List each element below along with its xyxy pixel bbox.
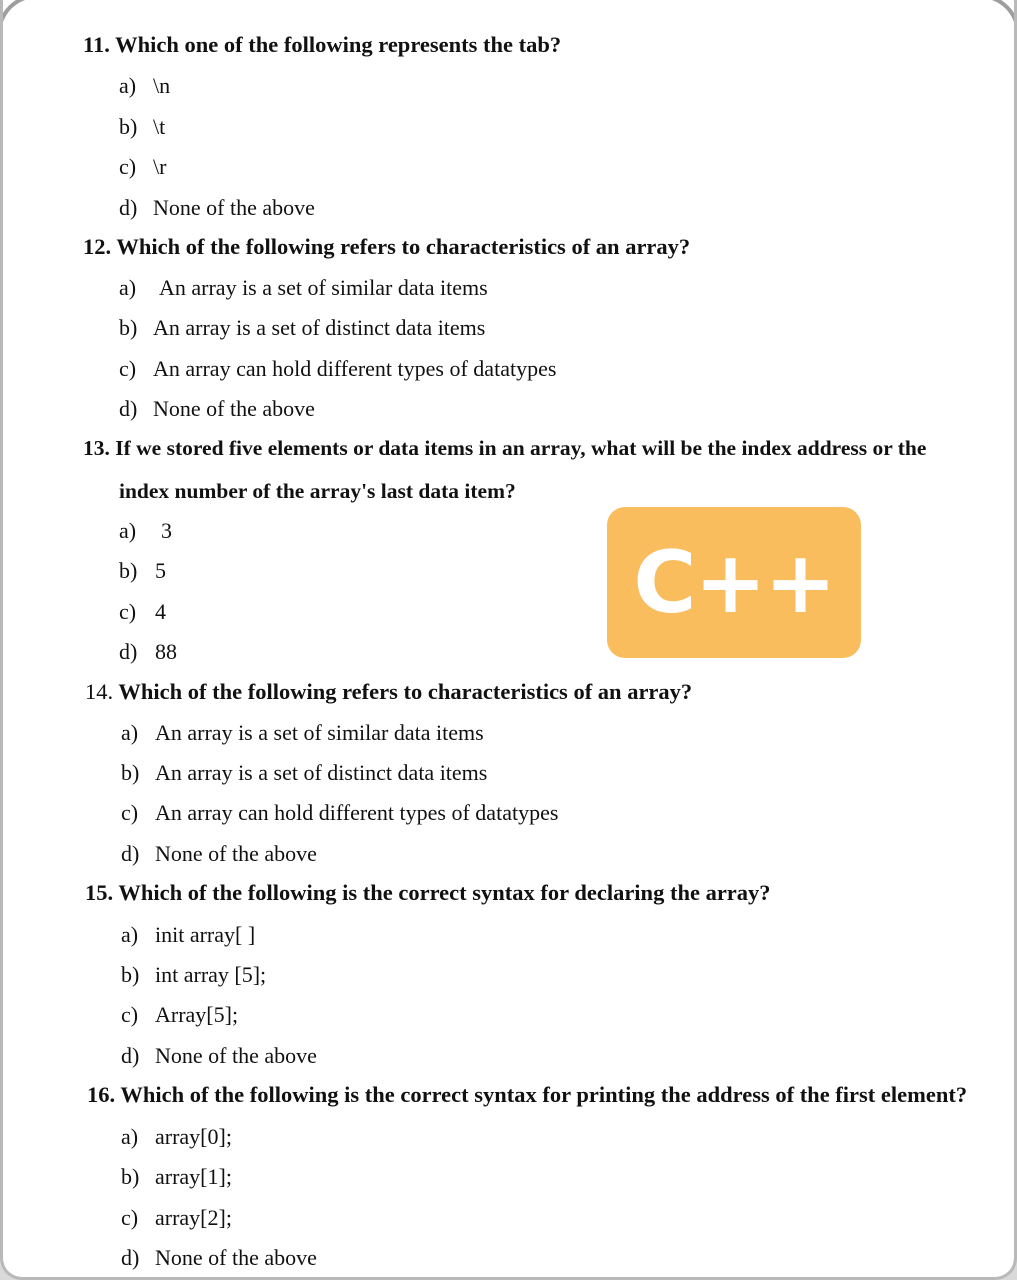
option-12b: [119, 315, 485, 341]
option-letter: d): [119, 195, 138, 220]
option-letter: b): [119, 315, 138, 340]
option-text: array[1];: [155, 1164, 232, 1189]
page-corner-left: [0, 0, 61, 58]
option-13d: [119, 639, 177, 665]
option-letter: d): [121, 841, 140, 866]
option-letter: c): [121, 1002, 139, 1027]
cpp-logo: [607, 507, 861, 658]
question-text-line1: If we stored five elements or data items in an array, what will be the index address or the: [115, 436, 927, 460]
question-13-continued: [119, 478, 516, 504]
option-letter: b): [119, 114, 138, 139]
option-14a: [121, 720, 484, 746]
option-letter: a): [121, 1124, 139, 1149]
question-number: 13.: [83, 436, 110, 460]
option-14d: [121, 841, 317, 867]
option-text: An array is a set of distinct data items: [155, 760, 488, 785]
option-11c: [119, 154, 166, 180]
option-letter: a): [121, 922, 139, 947]
option-letter: d): [121, 1245, 140, 1270]
option-12c: [119, 356, 556, 382]
question-16: [87, 1082, 967, 1108]
question-15: [85, 880, 771, 906]
option-15a: [121, 922, 255, 948]
option-letter: a): [119, 275, 137, 300]
option-text: None of the above: [153, 396, 315, 421]
option-letter: d): [119, 396, 138, 421]
option-letter: d): [121, 1043, 140, 1068]
option-text: array[0];: [155, 1124, 232, 1149]
option-letter: b): [119, 558, 138, 583]
option-letter: b): [121, 760, 140, 785]
option-14b: [121, 760, 487, 786]
option-13c: [119, 599, 166, 625]
option-letter: c): [121, 800, 139, 825]
question-11: [83, 32, 561, 58]
option-11a: [119, 73, 170, 99]
question-14: [85, 679, 692, 705]
option-text: \r: [153, 154, 167, 179]
option-16a: [121, 1124, 232, 1150]
question-text: Which of the following is the correct syntax for printing the address of the first element?: [120, 1082, 968, 1107]
option-11b: [119, 114, 165, 140]
option-text: None of the above: [155, 1043, 317, 1068]
question-number: 15.: [85, 880, 114, 905]
option-text: 88: [155, 639, 177, 664]
option-16d: [121, 1245, 317, 1271]
option-12a: [119, 275, 488, 301]
option-letter: c): [121, 1205, 139, 1230]
question-number: 11.: [83, 32, 110, 57]
option-text: array[2];: [155, 1205, 232, 1230]
option-letter: c): [119, 356, 137, 381]
page-corner-right: [956, 0, 1017, 58]
option-text: 5: [155, 558, 166, 583]
question-text: Which one of the following represents the tab?: [115, 32, 562, 57]
option-text: \t: [153, 114, 166, 139]
option-letter: a): [121, 720, 139, 745]
option-text: None of the above: [155, 1245, 317, 1270]
option-16b: [121, 1164, 232, 1190]
option-text: An array is a set of similar data items: [155, 720, 484, 745]
question-number: 14.: [85, 679, 114, 704]
question-text: Which of the following refers to characteristics of an array?: [118, 679, 693, 704]
option-text: An array can hold different types of datatypes: [153, 356, 557, 381]
option-15d: [121, 1043, 317, 1069]
option-text: Array[5];: [155, 1002, 239, 1027]
question-number: 16.: [87, 1082, 116, 1107]
question-number: 12.: [83, 234, 112, 259]
cpp-logo-text: C++: [633, 532, 835, 633]
option-letter: a): [119, 73, 137, 98]
option-text: An array can hold different types of datatypes: [155, 800, 559, 825]
option-text: None of the above: [155, 841, 317, 866]
option-15b: [121, 962, 266, 988]
option-text: An array is a set of similar data items: [159, 275, 488, 300]
question-text-line2: index number of the array's last data item?: [119, 479, 516, 503]
option-15c: [121, 1002, 238, 1028]
question-13: [83, 435, 926, 461]
option-text: None of the above: [153, 195, 315, 220]
option-letter: b): [121, 1164, 140, 1189]
option-13b: [119, 558, 166, 584]
question-12: [83, 234, 690, 260]
option-14c: [121, 800, 558, 826]
option-text: 3: [161, 518, 172, 543]
option-letter: c): [119, 154, 137, 179]
option-13a: [119, 518, 172, 544]
option-letter: a): [119, 518, 137, 543]
option-11d: [119, 195, 315, 221]
option-letter: b): [121, 962, 140, 987]
option-text: int array [5];: [155, 962, 267, 987]
option-12d: [119, 396, 315, 422]
option-text: init array[ ]: [155, 922, 256, 947]
option-text: An array is a set of distinct data items: [153, 315, 486, 340]
option-16c: [121, 1205, 232, 1231]
option-letter: c): [119, 599, 137, 624]
option-text: \n: [153, 73, 171, 98]
question-text: Which of the following refers to characteristics of an array?: [116, 234, 691, 259]
option-text: 4: [155, 599, 166, 624]
question-text: Which of the following is the correct syntax for declaring the array?: [118, 880, 771, 905]
option-letter: d): [119, 639, 138, 664]
